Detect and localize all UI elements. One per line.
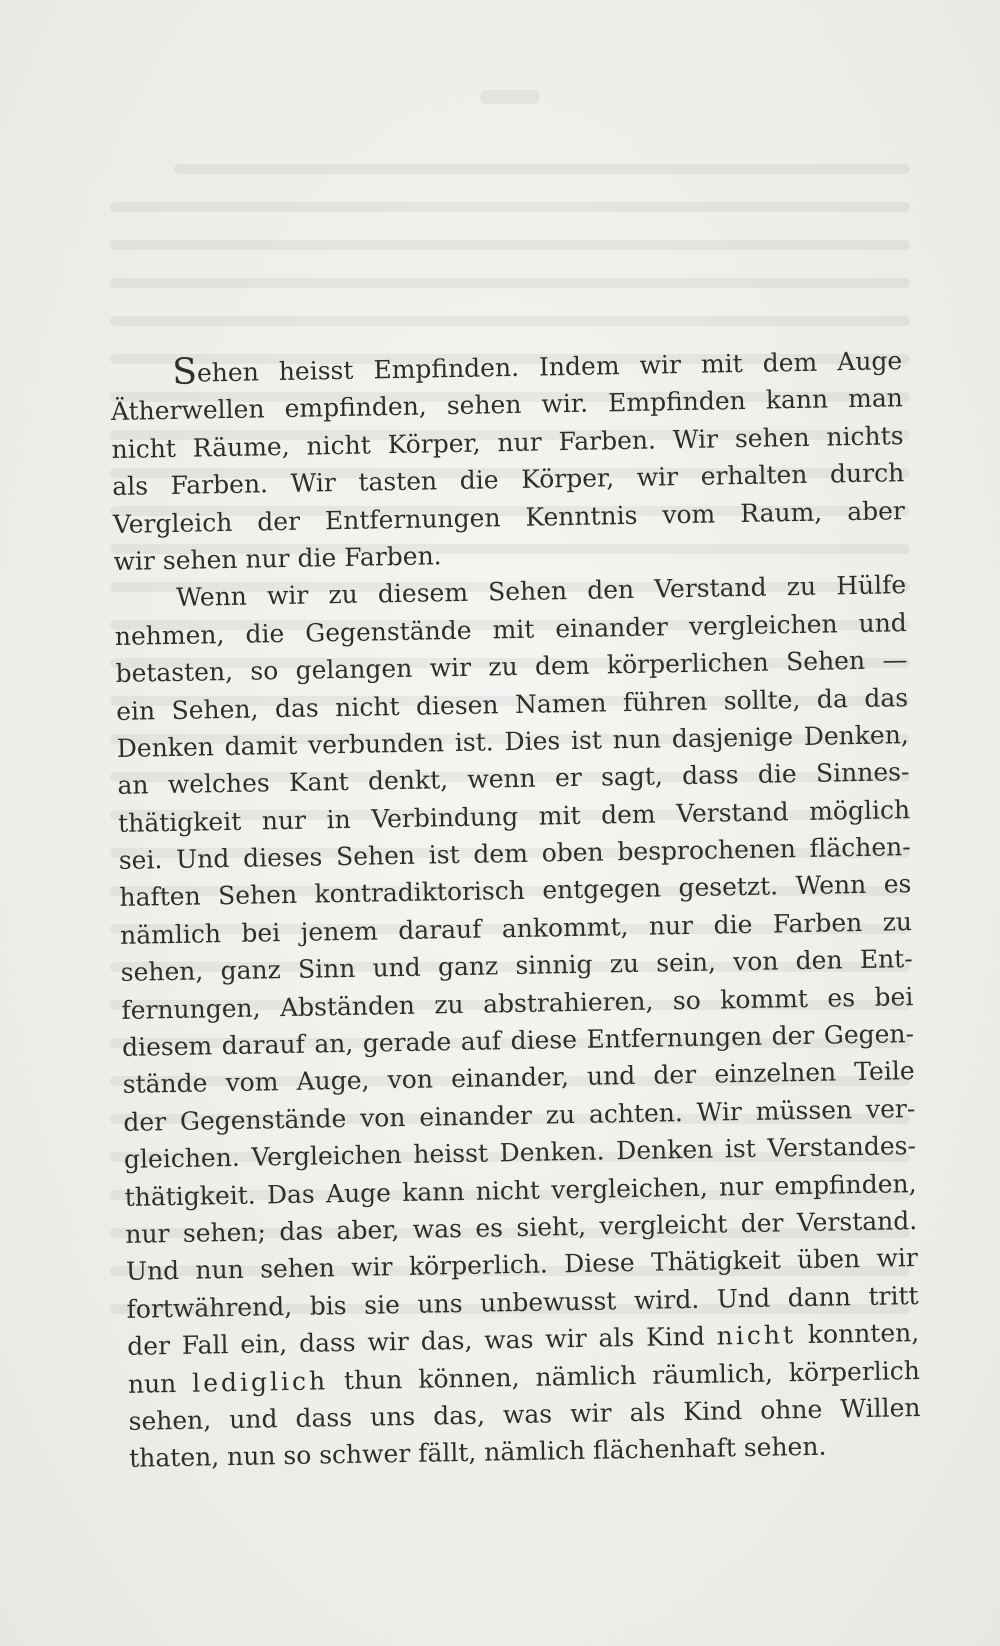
body-text (110, 342, 921, 1477)
text-line: stände vom Auge, von einander, und der einzelnen Teile (122, 1056, 915, 1100)
paragraph-1 (110, 342, 906, 580)
text-line: der Gegenstände von einander zu achten. Wir müssen ver- (123, 1093, 916, 1137)
text-line: der Fall ein, dass wir das, was wir als Kind nicht konnten, (127, 1318, 920, 1362)
emphasized-word: lediglich (191, 1365, 329, 1398)
text-line: diesem darauf an, gerade auf diese Entfernungen der Gegen- (121, 1019, 915, 1062)
initial-letter: S (171, 351, 198, 393)
text-line: Und nun sehen wir körperlich. Diese Thätigkeit üben wir (125, 1243, 919, 1287)
text-line: haften Sehen kontradiktorisch entgegen gesetzt. Wenn es (119, 869, 912, 913)
text-line: Sehen heisst Empfinden. Indem wir mit dem Auge (171, 346, 903, 393)
text-line: thätigkeit nur in Verbindung mit dem Verstand möglich (117, 794, 911, 838)
text-line: als Farben. Wir tasten die Körper, wir erhalten durch (112, 458, 905, 502)
text-line: thaten, nun so schwer fällt, nämlich flächenhaft sehen. (128, 1431, 827, 1474)
text-line: nehmen, die Gegenstände mit einander vergleichen und (114, 607, 908, 651)
text-line: thätigkeit. Das Auge kann nicht vergleichen, nur empfinden, (124, 1168, 917, 1212)
emphasized-word: nicht (716, 1320, 797, 1351)
text-line: nur sehen; das aber, was es sieht, vergleicht der Verstand. (125, 1206, 918, 1249)
text-line: fernungen, Abständen zu abstrahieren, so kommt es bei (121, 981, 914, 1025)
text-line: betasten, so gelangen wir zu dem körperlichen Sehen — (115, 645, 908, 689)
text-line: wir sehen nur die Farben. (113, 541, 442, 576)
text-line: Wenn wir zu diesem Sehen den Verstand zu Hülfe (175, 570, 907, 613)
text-line: Denken damit verbunden ist. Dies ist nun dasjenige Denken, (116, 720, 909, 763)
text-line: an welches Kant denkt, wenn er sagt, dass die Sinnes- (117, 757, 910, 801)
text-line: sei. Und dieses Sehen ist dem oben besprochenen flächen- (118, 832, 911, 875)
text-line: gleichen. Vergleichen heisst Denken. Denken ist Verstandes- (123, 1131, 917, 1175)
text-line: Vergleich der Entfernungen Kenntnis vom Raum, aber (112, 495, 906, 539)
text-line: Ätherwellen empfinden, sehen wir. Empfinden kann man (110, 383, 904, 427)
paragraph-2 (114, 566, 922, 1477)
text-line: ein Sehen, das nicht diesen Namen führen sollte, da das (115, 682, 909, 726)
text-line: fortwährend, bis sie uns unbewusst wird. Und dann tritt (126, 1280, 919, 1324)
text-line: nicht Räume, nicht Körper, nur Farben. Wir sehen nichts (111, 420, 904, 464)
text-line: sehen, und dass uns das, was wir als Kind ohne Willen (128, 1392, 921, 1436)
text-line: nämlich bei jenem darauf ankommt, nur die Farben zu (119, 906, 913, 950)
text-line: nun lediglich thun können, nämlich räumlich, körperlich (127, 1355, 921, 1399)
text-line: sehen, ganz Sinn und ganz sinnig zu sein, von den Ent- (120, 944, 913, 988)
